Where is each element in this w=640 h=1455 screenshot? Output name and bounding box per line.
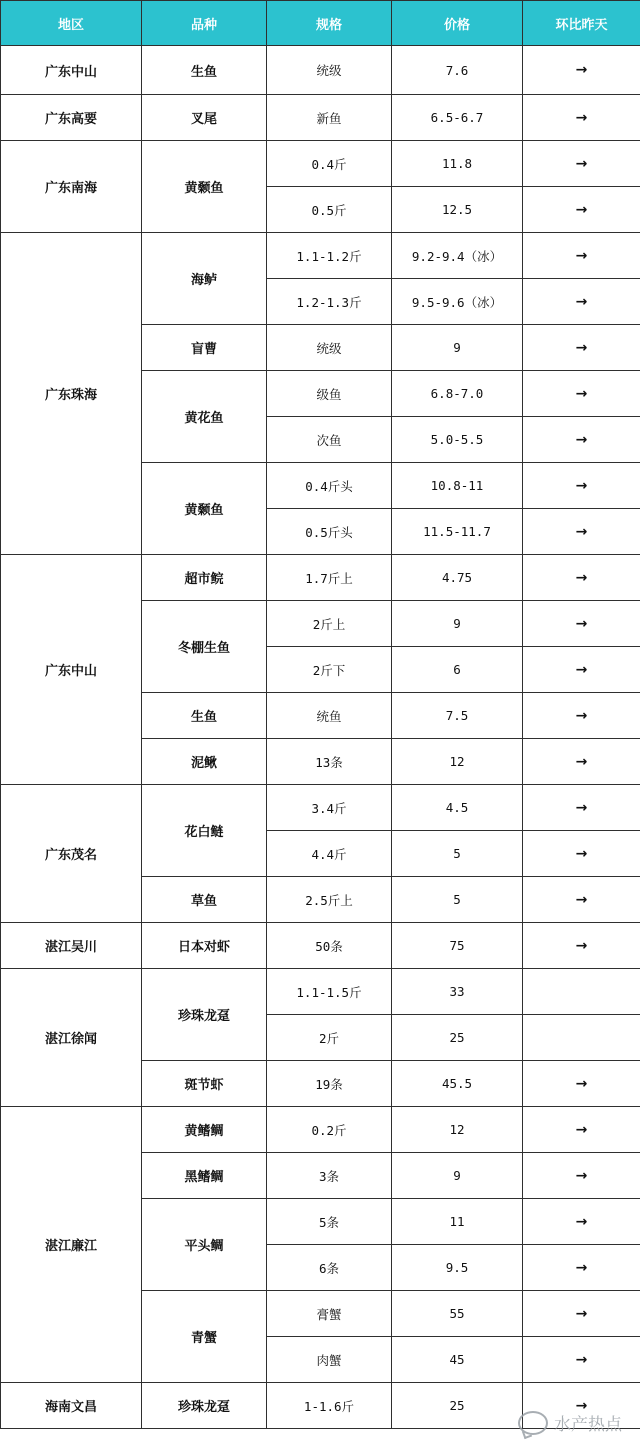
region-cell: 广东南海 (1, 141, 142, 233)
region-cell: 广东高要 (1, 95, 142, 141)
species-cell: 黄颡鱼 (142, 463, 267, 555)
price-cell: 33 (392, 969, 523, 1015)
spec-cell: 2斤上 (267, 601, 392, 647)
spec-cell: 1.1-1.5斤 (267, 969, 392, 1015)
trend-cell: → (523, 1107, 640, 1153)
species-cell: 花白鲢 (142, 785, 267, 877)
region-cell: 广东中山 (1, 555, 142, 785)
price-cell: 4.75 (392, 555, 523, 601)
trend-cell: → (523, 1337, 640, 1383)
species-cell: 生鱼 (142, 693, 267, 739)
table-row (1, 1107, 640, 1153)
table-body (1, 46, 640, 1429)
spec-cell: 1.2-1.3斤 (267, 279, 392, 325)
spec-cell: 13条 (267, 739, 392, 785)
trend-cell: → (523, 739, 640, 785)
price-cell: 6.5-6.7 (392, 95, 523, 141)
spec-cell: 1-1.6斤 (267, 1383, 392, 1429)
trend-cell: → (523, 693, 640, 739)
trend-cell: → (523, 463, 640, 509)
spec-cell: 6条 (267, 1245, 392, 1291)
spec-cell: 2斤下 (267, 647, 392, 693)
spec-cell: 1.7斤上 (267, 555, 392, 601)
header-region: 地区 (1, 1, 142, 46)
spec-cell: 0.4斤头 (267, 463, 392, 509)
region-cell: 湛江吴川 (1, 923, 142, 969)
spec-cell: 50条 (267, 923, 392, 969)
spec-cell: 0.4斤 (267, 141, 392, 187)
trend-cell: → (523, 601, 640, 647)
price-cell: 25 (392, 1383, 523, 1429)
table-row (1, 233, 640, 279)
price-cell: 45.5 (392, 1061, 523, 1107)
table-row (1, 969, 640, 1015)
trend-cell: → (523, 371, 640, 417)
region-cell: 湛江徐闻 (1, 969, 142, 1107)
header-species: 品种 (142, 1, 267, 46)
spec-cell: 0.2斤 (267, 1107, 392, 1153)
species-cell: 超市鲩 (142, 555, 267, 601)
price-cell: 25 (392, 1015, 523, 1061)
price-cell: 55 (392, 1291, 523, 1337)
watermark-text: 水产热点 (554, 1415, 622, 1435)
spec-cell: 统级 (267, 46, 392, 95)
trend-cell: → (523, 785, 640, 831)
price-cell: 5 (392, 831, 523, 877)
table-row (1, 555, 640, 601)
region-cell: 湛江廉江 (1, 1107, 142, 1383)
price-cell: 12 (392, 1107, 523, 1153)
spec-cell: 4.4斤 (267, 831, 392, 877)
price-cell: 5 (392, 877, 523, 923)
price-cell: 6.8-7.0 (392, 371, 523, 417)
table-row (1, 141, 640, 187)
species-cell: 日本对虾 (142, 923, 267, 969)
species-cell: 珍珠龙趸 (142, 1383, 267, 1429)
species-cell: 黄颡鱼 (142, 141, 267, 233)
trend-cell: → (523, 1291, 640, 1337)
region-cell: 广东中山 (1, 46, 142, 95)
trend-cell: → (523, 141, 640, 187)
price-cell: 9.5 (392, 1245, 523, 1291)
species-cell: 黄鳍鲷 (142, 1107, 267, 1153)
species-cell: 泥鳅 (142, 739, 267, 785)
trend-cell: → (523, 1153, 640, 1199)
price-cell: 9 (392, 325, 523, 371)
header-change: 环比昨天 (523, 1, 640, 46)
species-cell: 黄花鱼 (142, 371, 267, 463)
region-cell: 广东茂名 (1, 785, 142, 923)
trend-cell: → (523, 647, 640, 693)
trend-cell: → (523, 1061, 640, 1107)
price-cell: 45 (392, 1337, 523, 1383)
spec-cell: 2.5斤上 (267, 877, 392, 923)
spec-cell: 1.1-1.2斤 (267, 233, 392, 279)
spec-cell: 0.5斤 (267, 187, 392, 233)
price-cell: 11.5-11.7 (392, 509, 523, 555)
wechat-icon (518, 1411, 548, 1435)
header-spec: 规格 (267, 1, 392, 46)
price-cell: 9.2-9.4（冰） (392, 233, 523, 279)
species-cell: 生鱼 (142, 46, 267, 95)
species-cell: 青蟹 (142, 1291, 267, 1383)
species-cell: 海鲈 (142, 233, 267, 325)
price-cell: 7.6 (392, 46, 523, 95)
trend-cell: → (523, 1383, 640, 1429)
spec-cell: 统鱼 (267, 693, 392, 739)
price-cell: 7.5 (392, 693, 523, 739)
trend-cell: → (523, 831, 640, 877)
price-cell: 5.0-5.5 (392, 417, 523, 463)
table-row (1, 923, 640, 969)
species-cell: 叉尾 (142, 95, 267, 141)
spec-cell: 肉蟹 (267, 1337, 392, 1383)
header-row (1, 1, 640, 46)
spec-cell: 3条 (267, 1153, 392, 1199)
spec-cell: 新鱼 (267, 95, 392, 141)
species-cell: 斑节虾 (142, 1061, 267, 1107)
trend-cell: → (523, 923, 640, 969)
spec-cell: 2斤 (267, 1015, 392, 1061)
spec-cell: 5条 (267, 1199, 392, 1245)
spec-cell: 0.5斤头 (267, 509, 392, 555)
trend-cell: → (523, 233, 640, 279)
table-row (1, 46, 640, 95)
trend-cell: → (523, 95, 640, 141)
region-cell: 广东珠海 (1, 233, 142, 555)
price-cell: 9 (392, 1153, 523, 1199)
price-cell: 11.8 (392, 141, 523, 187)
trend-cell: → (523, 46, 640, 95)
spec-cell: 统级 (267, 325, 392, 371)
trend-cell (523, 969, 640, 1015)
price-cell: 10.8-11 (392, 463, 523, 509)
price-cell: 11 (392, 1199, 523, 1245)
spec-cell: 次鱼 (267, 417, 392, 463)
price-cell: 12.5 (392, 187, 523, 233)
price-cell: 6 (392, 647, 523, 693)
trend-cell: → (523, 279, 640, 325)
spec-cell: 19条 (267, 1061, 392, 1107)
species-cell: 草鱼 (142, 877, 267, 923)
species-cell: 冬棚生鱼 (142, 601, 267, 693)
header-price: 价格 (392, 1, 523, 46)
region-cell: 海南文昌 (1, 1383, 142, 1429)
trend-cell: → (523, 877, 640, 923)
trend-cell: → (523, 555, 640, 601)
spec-cell: 级鱼 (267, 371, 392, 417)
trend-cell: → (523, 1199, 640, 1245)
price-cell: 75 (392, 923, 523, 969)
species-cell: 珍珠龙趸 (142, 969, 267, 1061)
spec-cell: 3.4斤 (267, 785, 392, 831)
trend-cell: → (523, 187, 640, 233)
trend-cell: → (523, 1245, 640, 1291)
watermark (518, 1410, 622, 1435)
trend-cell (523, 1015, 640, 1061)
price-cell: 12 (392, 739, 523, 785)
price-cell: 4.5 (392, 785, 523, 831)
trend-cell: → (523, 417, 640, 463)
table-row (1, 785, 640, 831)
price-cell: 9 (392, 601, 523, 647)
species-cell: 黑鳍鲷 (142, 1153, 267, 1199)
price-cell: 9.5-9.6（冰） (392, 279, 523, 325)
species-cell: 平头鲷 (142, 1199, 267, 1291)
spec-cell: 膏蟹 (267, 1291, 392, 1337)
table-row (1, 95, 640, 141)
species-cell: 盲曹 (142, 325, 267, 371)
trend-cell: → (523, 325, 640, 371)
trend-cell: → (523, 509, 640, 555)
